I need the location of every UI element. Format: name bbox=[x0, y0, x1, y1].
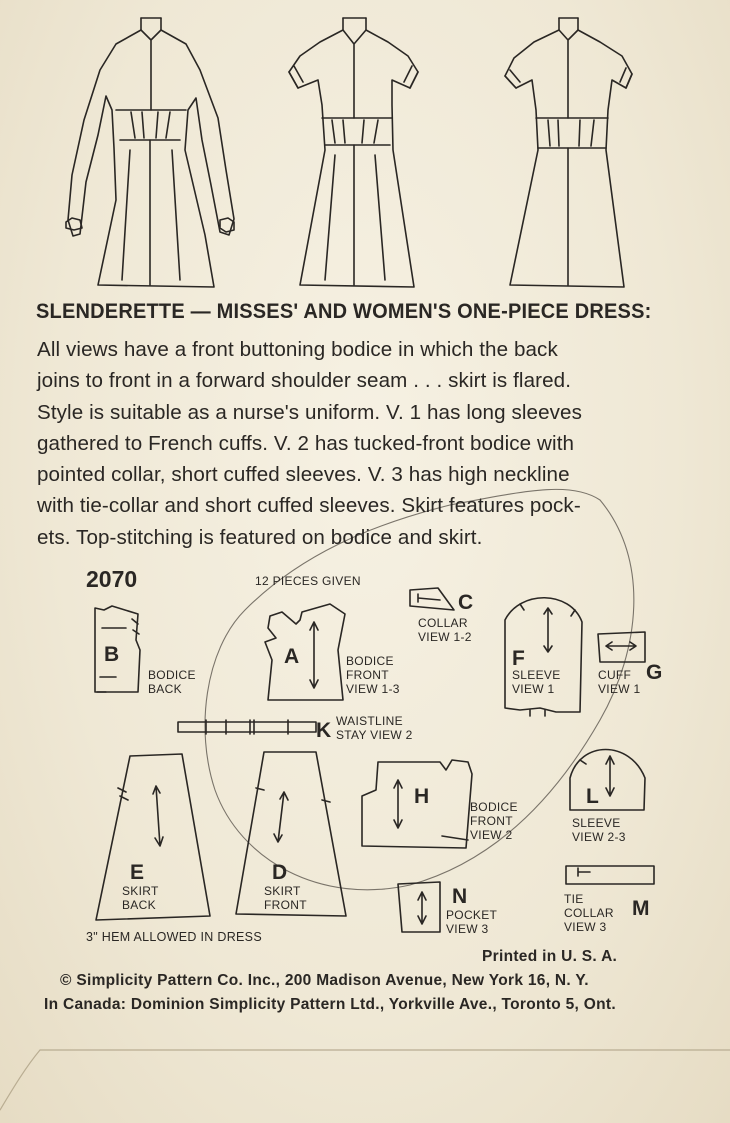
piece-g-label bbox=[598, 668, 640, 696]
description-line: with tie-collar and short cuffed sleeves. Skirt features pock- bbox=[37, 494, 581, 518]
piece-k-label bbox=[336, 714, 413, 742]
piece-k-line2: STAY VIEW 2 bbox=[336, 728, 413, 742]
description-line: All views have a front buttoning bodice in which the back bbox=[37, 338, 558, 361]
piece-e-letter: E bbox=[130, 861, 145, 884]
piece-k-shape bbox=[178, 720, 316, 734]
piece-c-letter: C bbox=[458, 591, 474, 614]
dress-view-1-illustration bbox=[66, 18, 234, 287]
piece-l-letter: L bbox=[586, 785, 599, 808]
piece-a-label bbox=[346, 654, 400, 696]
printed-in: Printed in U. S. A. bbox=[482, 948, 618, 965]
piece-f-letter: F bbox=[512, 647, 525, 670]
piece-h-label bbox=[470, 800, 518, 842]
piece-m-line2: COLLAR bbox=[564, 906, 614, 920]
description-line: ets. Top-stitching is featured on bodice and skirt. bbox=[37, 525, 483, 549]
piece-f-line2: VIEW 1 bbox=[512, 682, 555, 696]
piece-e-line2: BACK bbox=[122, 898, 156, 912]
piece-b-name: BODICE bbox=[148, 668, 196, 682]
piece-a-name: BODICE bbox=[346, 654, 394, 668]
pattern-number: 2070 bbox=[86, 566, 138, 592]
piece-n-letter: N bbox=[452, 885, 468, 908]
piece-h-name: BODICE bbox=[470, 800, 518, 814]
piece-l-label bbox=[572, 816, 626, 844]
piece-g-letter: G bbox=[646, 661, 663, 684]
piece-c-name: COLLAR bbox=[418, 616, 468, 630]
piece-h-line2: FRONT bbox=[470, 814, 513, 828]
piece-b-label bbox=[148, 668, 196, 696]
piece-n-label bbox=[446, 908, 497, 936]
piece-e-label bbox=[122, 884, 159, 912]
hem-note: 3" HEM ALLOWED IN DRESS bbox=[86, 930, 262, 944]
piece-m-shape bbox=[566, 866, 654, 884]
piece-c-shape bbox=[410, 588, 454, 610]
piece-l-shape bbox=[570, 750, 645, 811]
piece-c-line2: VIEW 1-2 bbox=[418, 630, 472, 644]
description-line: joins to front in a forward shoulder seam . . . skirt is flared. bbox=[37, 369, 572, 393]
canada-line: In Canada: Dominion Simplicity Pattern Ltd., Yorkville Ave., Toronto 5, Ont. bbox=[44, 996, 616, 1013]
dress-view-3-illustration bbox=[505, 18, 632, 287]
piece-l-line2: VIEW 2-3 bbox=[572, 830, 626, 844]
piece-d-letter: D bbox=[272, 861, 288, 884]
pattern-title: SLENDERETTE — MISSES' AND WOMEN'S ONE-PIECE DRESS: bbox=[36, 300, 652, 324]
piece-n-line2: VIEW 3 bbox=[446, 922, 489, 936]
piece-a-line3: VIEW 1-3 bbox=[346, 682, 400, 696]
piece-d-label bbox=[264, 884, 307, 912]
piece-m-label bbox=[564, 892, 614, 934]
piece-d-name: SKIRT bbox=[264, 884, 301, 898]
piece-k-name: WAISTLINE bbox=[336, 714, 403, 728]
piece-m-letter: M bbox=[632, 897, 650, 920]
piece-k-letter: K bbox=[316, 719, 332, 742]
piece-l-name: SLEEVE bbox=[572, 816, 621, 830]
copyright-line: © Simplicity Pattern Co. Inc., 200 Madison Avenue, New York 16, N. Y. bbox=[60, 972, 589, 989]
piece-g-name: CUFF bbox=[598, 668, 632, 682]
piece-n-name: POCKET bbox=[446, 908, 498, 922]
piece-m-line3: VIEW 3 bbox=[564, 920, 607, 934]
description-line: pointed collar, short cuffed sleeves. V. 3 has high neckline bbox=[37, 463, 570, 487]
piece-h-line3: VIEW 2 bbox=[470, 828, 513, 842]
pieces-count: 12 PIECES GIVEN bbox=[255, 574, 361, 588]
piece-d-line2: FRONT bbox=[264, 898, 307, 912]
piece-g-shape bbox=[598, 632, 645, 662]
piece-b-letter: B bbox=[104, 643, 120, 666]
piece-m-name: TIE bbox=[564, 892, 584, 906]
piece-g-line2: VIEW 1 bbox=[598, 682, 641, 696]
dress-view-2-illustration bbox=[289, 18, 418, 287]
piece-h-letter: H bbox=[414, 785, 430, 808]
piece-a-letter: A bbox=[284, 645, 300, 668]
description-line: gathered to French cuffs. V. 2 has tucked-front bodice with bbox=[37, 431, 575, 455]
piece-e-name: SKIRT bbox=[122, 884, 159, 898]
piece-f-label bbox=[512, 668, 561, 696]
piece-b-line2: BACK bbox=[148, 682, 182, 696]
description-line: Style is suitable as a nurse's uniform. V. 1 has long sleeves bbox=[37, 400, 582, 424]
piece-f-name: SLEEVE bbox=[512, 668, 561, 682]
piece-n-shape bbox=[398, 882, 440, 932]
piece-a-shape bbox=[265, 604, 345, 700]
piece-c-label bbox=[418, 616, 472, 644]
pattern-description bbox=[37, 334, 707, 553]
fold-corner bbox=[0, 1050, 40, 1110]
piece-a-line2: FRONT bbox=[346, 668, 389, 682]
